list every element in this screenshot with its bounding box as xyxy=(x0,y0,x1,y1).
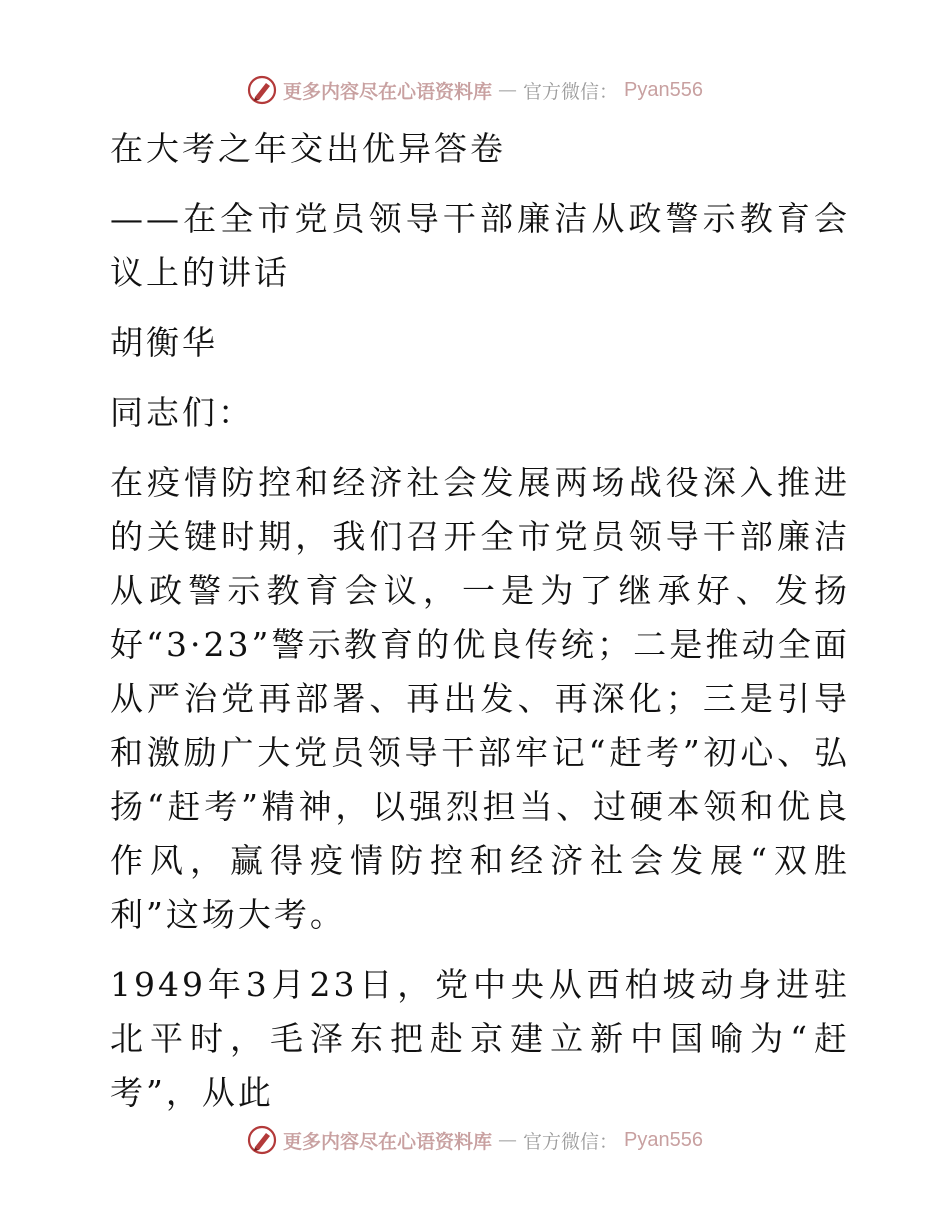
footer-watermark xyxy=(0,1122,950,1158)
pen-logo-icon xyxy=(247,75,277,105)
watermark-wechat-id: Pyan556 xyxy=(624,78,703,101)
watermark-wechat-id: Pyan556 xyxy=(624,1128,703,1151)
pen-logo-icon xyxy=(247,1125,277,1155)
document-salutation: 同志们： xyxy=(110,393,254,432)
watermark-wechat-label: 官方微信： xyxy=(523,80,619,103)
document-body xyxy=(98,122,850,1136)
watermark-separator: — xyxy=(498,1129,518,1151)
header-watermark xyxy=(0,72,950,108)
watermark-text: 更多内容尽在心语资料库 xyxy=(283,1130,493,1153)
watermark-text: 更多内容尽在心语资料库 xyxy=(283,80,493,103)
document-author: 胡衡华 xyxy=(110,323,218,362)
watermark-separator: — xyxy=(498,79,518,101)
paragraph-2: 1949年3月23日，党中央从西柏坡动身进驻北平时，毛泽东把赴京建立新中国喻为“赶考”，从此 xyxy=(110,965,850,1112)
document-title: 在大考之年交出优异答卷 xyxy=(110,129,506,168)
paragraph-1: 在疫情防控和经济社会发展两场战役深入推进的关键时期，我们召开全市党员领导干部廉洁从政警示教育会议，一是为了继承好、发扬好“3·23”警示教育的优良传统；二是推动全面从严治党再部署、再出发、再深化；三是引导和激励广大党员领导干部牢记“赶考”初心、弘扬“赶考”精神，以强烈担当、过硬本领和优良作风，赢得疫情防控和经济社会发展“双胜利”这场大考。 xyxy=(110,463,850,934)
document-subtitle: ——在全市党员领导干部廉洁从政警示教育会议上的讲话 xyxy=(110,199,850,292)
watermark-wechat-label: 官方微信： xyxy=(523,1130,619,1153)
